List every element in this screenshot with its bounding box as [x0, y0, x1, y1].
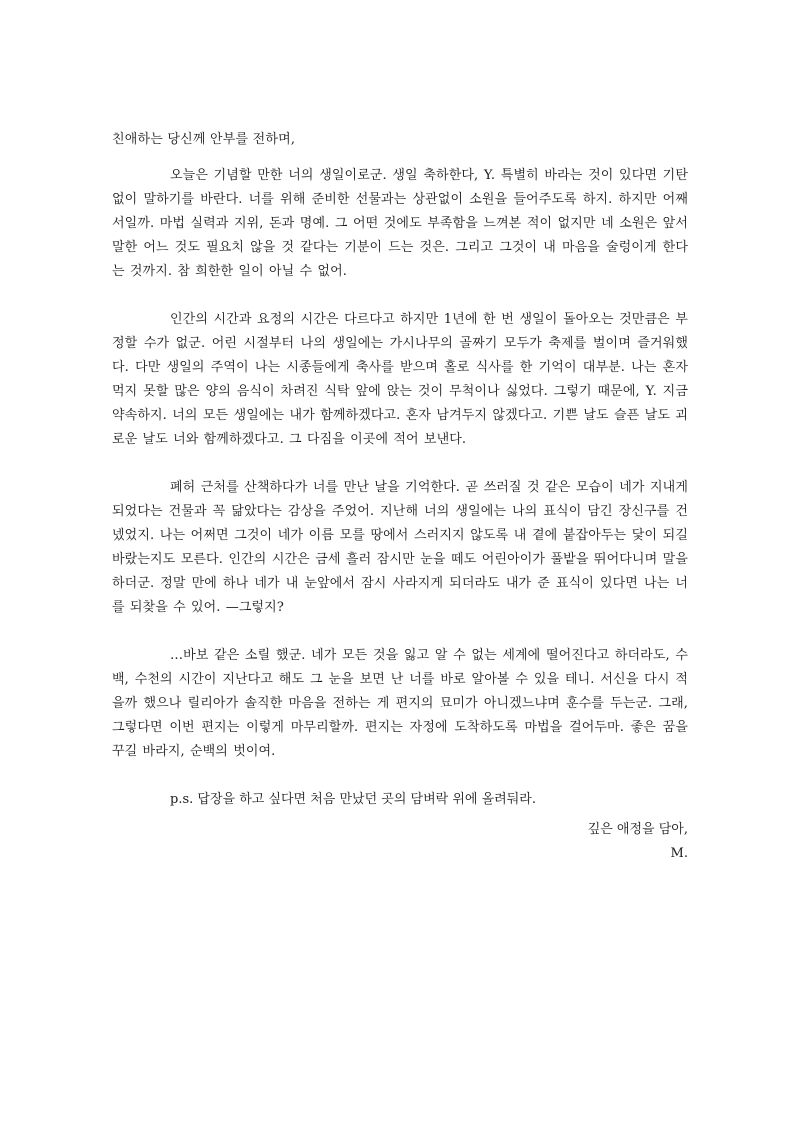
- letter-body: [112, 164, 688, 812]
- letter-paragraph-2: 인간의 시간과 요정의 시간은 다르다고 하지만 1년에 한 번 생일이 돌아오는 것만큼은 부정할 수가 없군. 어린 시절부터 나의 생일에는 가시나무의 골짜기 모두가 축제를 벌이며 즐거워했다. 다만 생일의 주역이 나는 시종들에게 축사를 받으며 홀로 식사를 한 기억이 대부분. 나는 혼자 먹지 못할 많은 양의 음식이 차려진 식탁 앞에 앉는 것이 무척이나 싫었다. 그렇기 때문에, Y. 지금 약속하지. 너의 모든 생일에는 내가 함께하겠다고. 혼자 남겨두지 않겠다고. 기쁜 날도 슬픈 날도 괴로운 날도 너와 함께하겠다고. 그 다짐을 이곳에 적어 보낸다.: [112, 312, 688, 447]
- letter-closing-block: [588, 818, 688, 866]
- letter-paragraph-4: …바보 같은 소릴 했군. 네가 모든 것을 잃고 알 수 없는 세계에 떨어진다고 하더라도, 수백, 수천의 시간이 지난다고 해도 그 눈을 보면 난 너를 바로 알아볼 수 있을 테니. 서신을 다시 적을까 했으나 릴리아가 솔직한 마음을 전하는 게 편지의 묘미가 아니겠느냐며 훈수를 두는군. 그래, 그렇다면 이번 편지는 이렇게 마무리할까. 편지는 자정에 도착하도록 마법을 걸어두마. 좋은 꿈을 꾸길 바라지, 순백의 벗이여.: [112, 648, 688, 759]
- letter-signature: M.: [670, 846, 688, 861]
- letter-salutation: 친애하는 당신께 안부를 전하며,: [112, 132, 296, 147]
- letter-closing: 깊은 애정을 담아,: [587, 822, 688, 837]
- letter-paragraph-1: 오늘은 기념할 만한 너의 생일이로군. 생일 축하한다, Y. 특별히 바라는 것이 있다면 기탄없이 말하기를 바란다. 너를 위해 준비한 선물과는 상관없이 소원을 들어주도록 하지. 하지만 어째서일까. 마법 실력과 지위, 돈과 명예. 그 어떤 것에도 부족함을 느껴본 적이 없지만 네 소원은 앞서 말한 어느 것도 필요치 않을 것 같다는 기분이 드는 것은. 그리고 그것이 내 마음을 술렁이게 한다는 것까지. 참 희한한 일이 아닐 수 없어.: [112, 168, 688, 279]
- letter-postscript: p.s. 답장을 하고 싶다면 처음 만났던 곳의 담벼락 위에 올려둬라.: [170, 792, 536, 807]
- letter-paragraph-3: 폐허 근처를 산책하다가 너를 만난 날을 기억한다. 곧 쓰러질 것 같은 모습이 네가 지내게 되었다는 건물과 꼭 닮았다는 감상을 주었어. 지난해 너의 생일에는 나의 표식이 담긴 장신구를 건넸었지. 나는 어쩌면 그것이 네가 이름 모를 땅에서 스러지지 않도록 내 곁에 붙잡아두는 닻이 되길 바랐는지도 모른다. 인간의 시간은 금세 흘러 잠시만 눈을 떼도 어린아이가 풀밭을 뛰어다니며 말을 하더군. 정말 만에 하나 네가 내 눈앞에서 잠시 사라지게 되더라도 내가 준 표식이 있다면 나는 너를 되찾을 수 있어. —그렇지?: [112, 480, 688, 615]
